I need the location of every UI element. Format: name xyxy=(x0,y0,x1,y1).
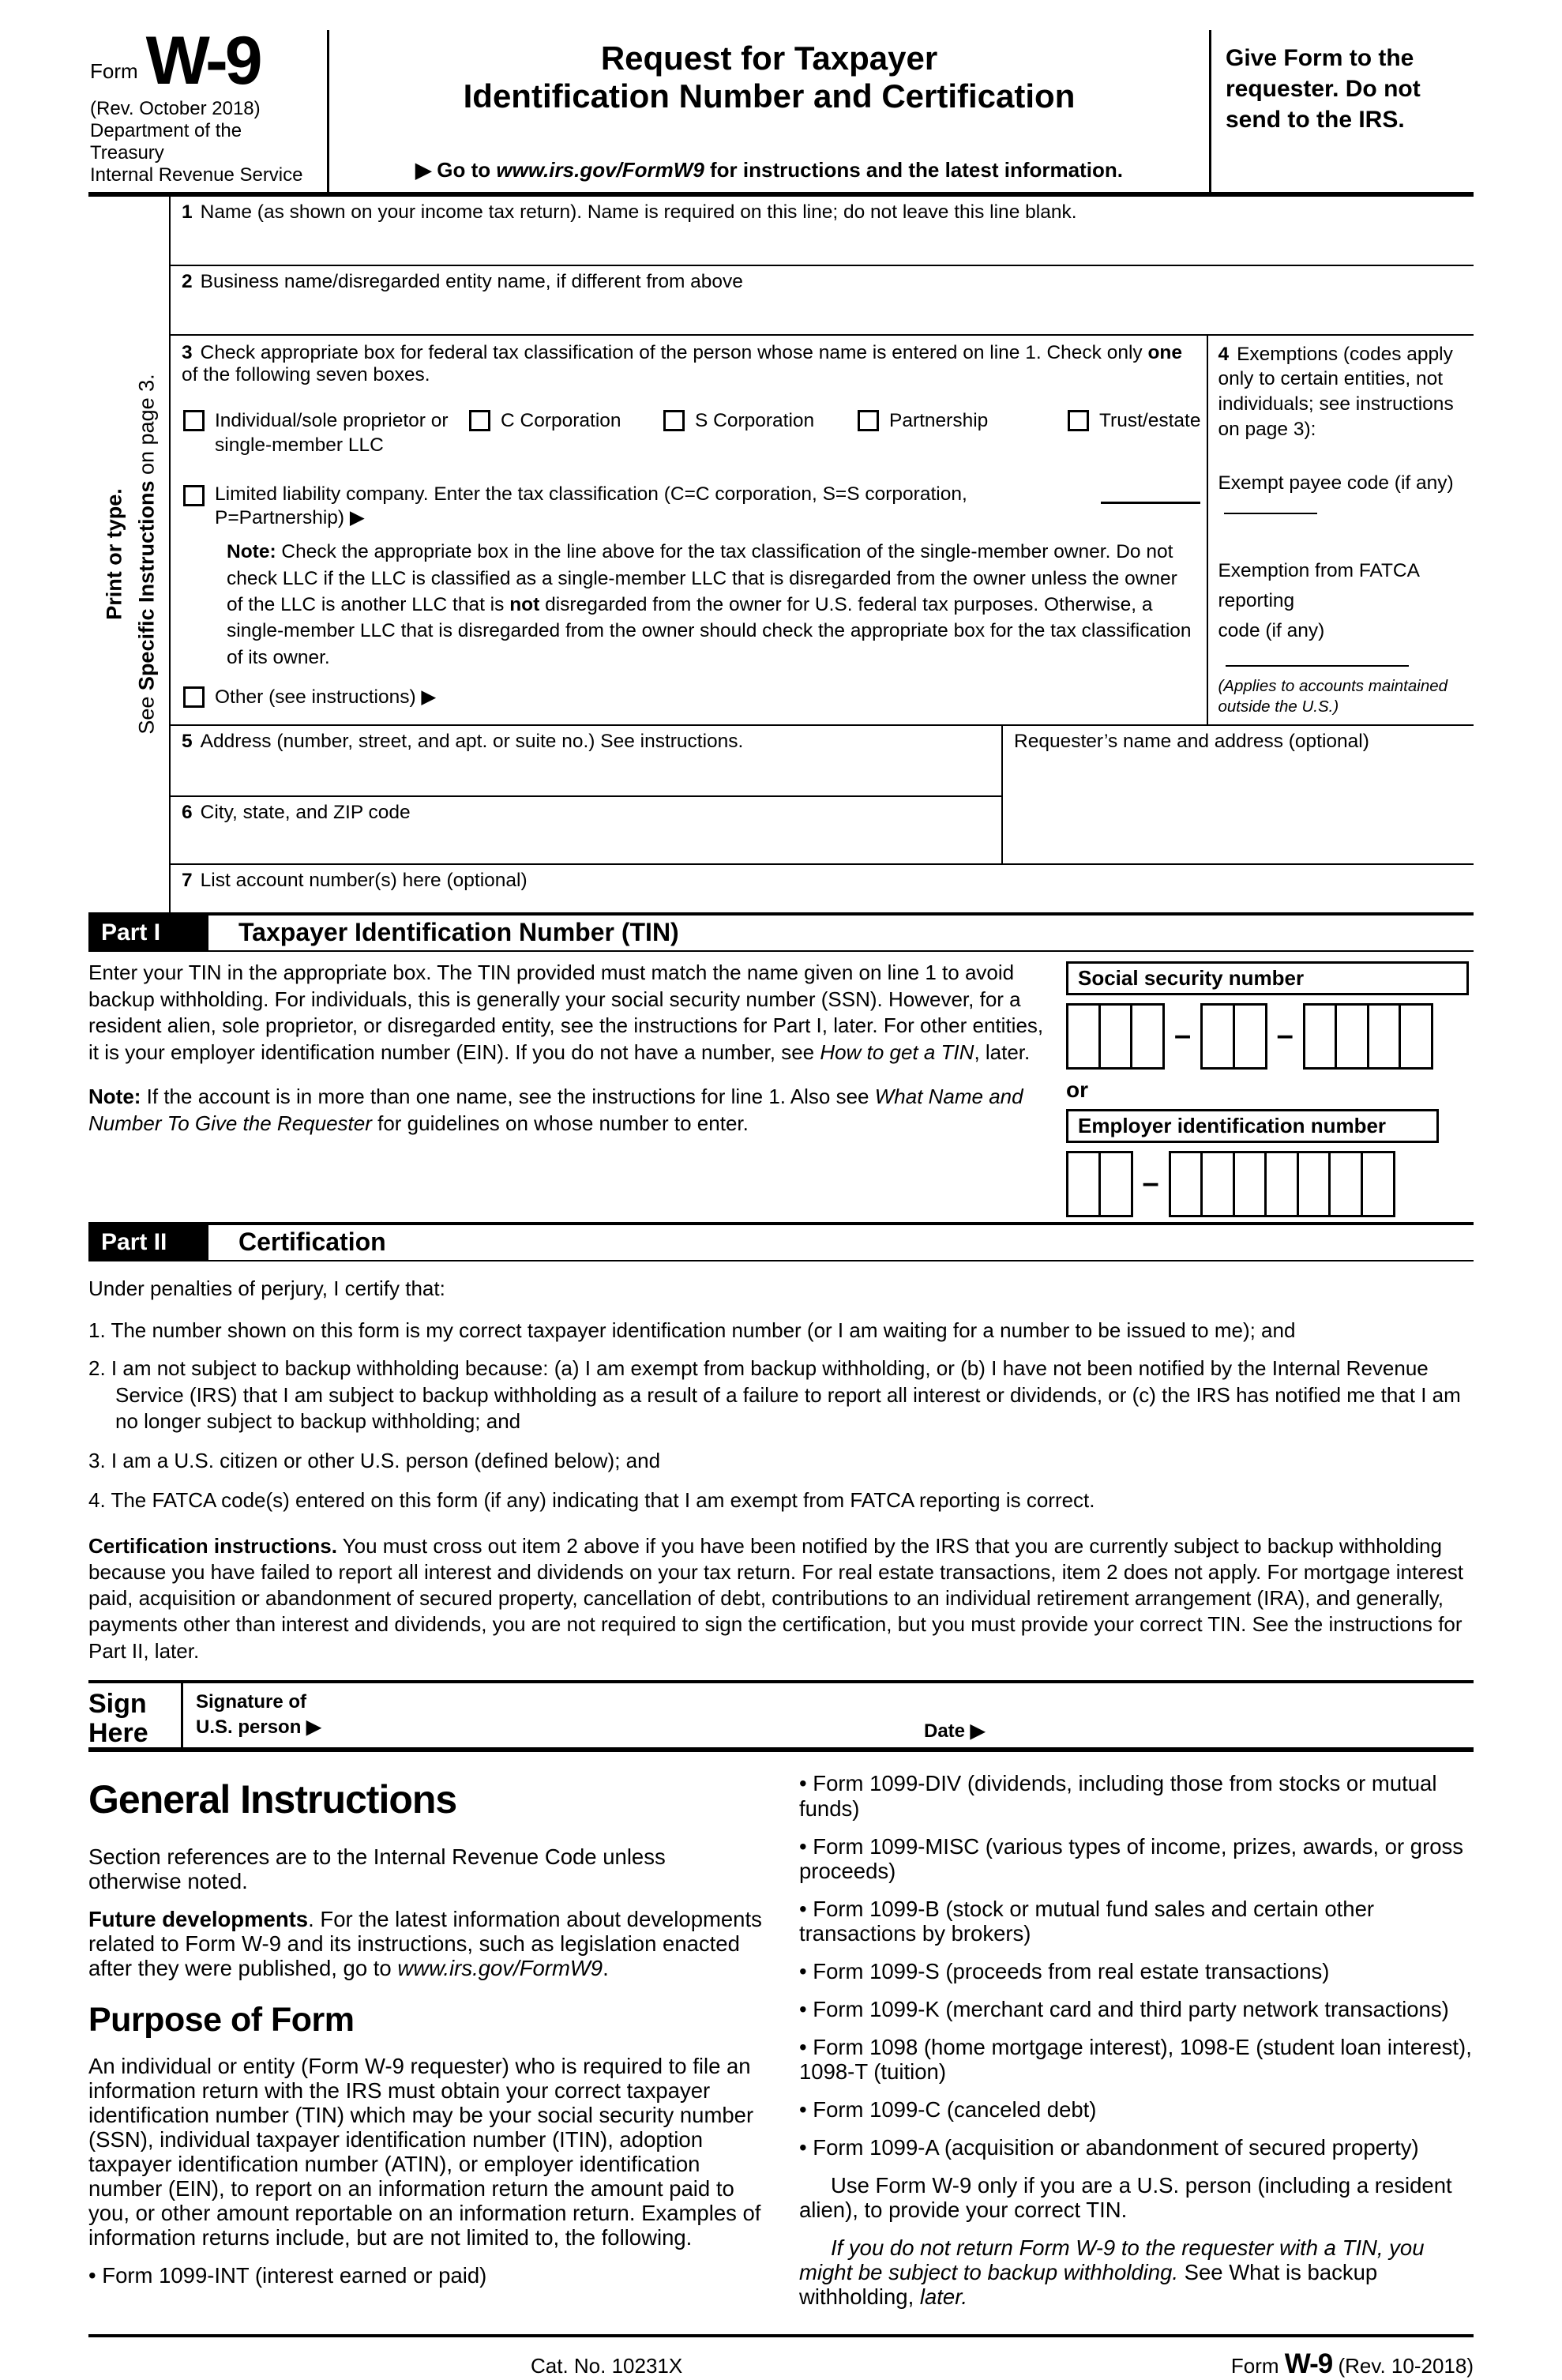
checkbox-item-s-corp[interactable] xyxy=(662,408,856,434)
ssn-box-9[interactable] xyxy=(1399,1003,1433,1070)
part1-instructions-text: Enter your TIN in the appropriate box. The TIN provided must match the name given on line 1 to avoid backup withholding. For individuals, this is generally your social security number (SSN). However, for a resident alien, sole proprietor, or disregarded entity, see the instructions for Part I, later. For other entities, it is your employer identification number (EIN). If you do not have a number, see How to get a TIN, later. xyxy=(88,960,1044,1065)
date-input-area[interactable] xyxy=(1000,1690,1474,1747)
form-number: W-9 xyxy=(145,23,260,99)
checkbox-other[interactable] xyxy=(183,686,205,708)
line7-label: List account number(s) here (optional) xyxy=(200,869,528,891)
dept-line1: Department of the Treasury xyxy=(90,119,242,164)
checkbox-c-corp-label: C Corporation xyxy=(501,409,621,431)
classification-and-exemptions-row xyxy=(171,336,1474,726)
checkbox-item-c-corp[interactable] xyxy=(467,408,662,434)
checkbox-individual-label: Individual/sole proprietor or single-member LLC xyxy=(215,409,449,457)
checkbox-s-corp[interactable] xyxy=(663,410,685,431)
checkbox-item-partnership[interactable] xyxy=(856,408,1066,434)
form-revision: (Rev. October 2018) xyxy=(90,97,261,119)
line1-label: Name (as shown on your income tax return). Name is required on this line; do not leave this line blank. xyxy=(200,201,1077,223)
ssn-box-7[interactable] xyxy=(1335,1003,1369,1070)
checkbox-item-other[interactable] xyxy=(182,685,1200,709)
ssn-box-1[interactable] xyxy=(1066,1003,1101,1070)
signature-label-line1: Signature of xyxy=(196,1691,307,1713)
bullet-1099-s: • Form 1099-S (proceeds from real estate transactions) xyxy=(799,1958,1330,1983)
line5-label: Address (number, street, and apt. or suite no.) See instructions. xyxy=(200,730,744,752)
form-id-block xyxy=(88,23,327,192)
general-instructions-section xyxy=(88,1771,1474,2322)
instructions-left-column xyxy=(88,1771,763,2322)
exempt-payee-code-input-line[interactable] xyxy=(1224,497,1317,514)
sign-word: Sign xyxy=(88,1689,147,1720)
requester-name-address-box[interactable] xyxy=(1001,726,1474,863)
sign-here-label xyxy=(88,1683,183,1747)
checkbox-item-individual[interactable] xyxy=(182,408,467,459)
line5-number: 5 xyxy=(182,730,193,752)
line6-label: City, state, and ZIP code xyxy=(200,801,411,823)
ssn-box-8[interactable] xyxy=(1367,1003,1402,1070)
line3-label: Check appropriate box for federal tax classification of the person whose name is entered on line 1. Check only one of the following seven boxes. xyxy=(182,341,1183,385)
part1-header xyxy=(88,912,1474,952)
field-city-state-zip-row[interactable] xyxy=(171,797,1001,863)
ein-box-6[interactable] xyxy=(1264,1151,1299,1217)
footer-form-number: W-9 xyxy=(1284,2348,1333,2379)
signature-label-line2: U.S. person ▶ xyxy=(196,1716,321,1739)
ein-box-9[interactable] xyxy=(1361,1151,1395,1217)
part1-note-text: Note: If the account is in more than one name, see the instructions for line 1. Also see What Name and Number To Give the Requester for guidelines on whose number to enter. xyxy=(88,1085,1023,1135)
future-developments-paragraph: Future developments. For the latest information about developments related to Form W-9 and its instructions, such as legislation enacted after they were published, go to www.irs.gov/FormW9. xyxy=(88,1907,762,1981)
ssn-dash-2: – xyxy=(1276,1019,1294,1053)
line7-number: 7 xyxy=(182,869,193,891)
line3-number: 3 xyxy=(182,341,193,363)
checkbox-llc-label: Limited liability company. Enter the tax classification (C=C corporation, S=S corporation, P=Partnership) ▶ xyxy=(215,483,967,529)
line1-number: 1 xyxy=(182,201,193,223)
date-label: Date ▶ xyxy=(924,1720,986,1743)
ssn-box-3[interactable] xyxy=(1130,1003,1165,1070)
ein-box-4[interactable] xyxy=(1200,1151,1235,1217)
form-fields xyxy=(102,197,1474,912)
part2-badge: Part II xyxy=(88,1225,208,1260)
footer-form-revision: (Rev. 10-2018) xyxy=(1338,2353,1474,2378)
ein-label-box: Employer identification number xyxy=(1066,1109,1439,1143)
dept-line2: Internal Revenue Service xyxy=(90,164,303,186)
checkbox-s-corp-label: S Corporation xyxy=(695,409,815,431)
field-exemptions xyxy=(1207,336,1474,724)
purpose-of-form-title: Purpose of Form xyxy=(88,2001,355,2040)
ein-box-7[interactable] xyxy=(1297,1151,1331,1217)
bullet-1099-k: • Form 1099-K (merchant card and third party network transactions) xyxy=(799,1996,1449,2021)
ein-box-5[interactable] xyxy=(1233,1151,1267,1217)
page-title-line2: Identification Number and Certification xyxy=(463,77,1076,115)
signature-label xyxy=(196,1690,385,1747)
checkbox-partnership[interactable] xyxy=(858,410,879,431)
llc-note: Note: Check the appropriate box in the line above for the tax classification of the single-member owner. Do not check LLC if the LLC is classified as a single-member LLC that is disregarded from the owner unless the owner of the LLC is another LLC that is not disregarded from the owner for U.S. federal tax purposes. Otherwise, a single-member LLC that is disregarded from the owner should check the appropriate box for the tax classification of its owner. xyxy=(227,541,1192,668)
checkbox-trust-estate[interactable] xyxy=(1068,410,1089,431)
or-label: or xyxy=(1066,1077,1088,1102)
ssn-box-6[interactable] xyxy=(1303,1003,1338,1070)
sidebar-line1: Print or type. xyxy=(102,488,126,620)
ein-box-8[interactable] xyxy=(1328,1151,1363,1217)
part1-body xyxy=(88,952,1474,1222)
fatca-label-line1: Exemption from FATCA reporting xyxy=(1218,559,1419,611)
checkbox-llc[interactable] xyxy=(183,485,205,506)
checkbox-other-label: Other (see instructions) ▶ xyxy=(215,686,437,708)
checkbox-trust-estate-label: Trust/estate xyxy=(1099,409,1201,431)
llc-classification-input-line[interactable] xyxy=(1101,483,1200,504)
sidebar-line2: See Specific Instructions on page 3. xyxy=(134,374,159,735)
bullet-1099-int: • Form 1099-INT (interest earned or paid) xyxy=(88,2263,487,2288)
ein-box-2[interactable] xyxy=(1098,1151,1133,1217)
backup-withholding-paragraph: If you do not return Form W-9 to the requester with a TIN, you might be subject to backup withholding. See What is backup withholding, later. xyxy=(799,2235,1425,2310)
checkbox-individual[interactable] xyxy=(183,410,205,431)
field-business-name-row[interactable] xyxy=(171,266,1474,336)
signature-input-area[interactable] xyxy=(385,1690,924,1747)
certification-item-1: 1. The number shown on this form is my correct taxpayer identification number (or I am waiting for a number to be issued to me); and xyxy=(88,1318,1296,1343)
exempt-payee-label: Exempt payee code (if any) xyxy=(1218,472,1454,494)
checkbox-item-llc[interactable] xyxy=(182,483,1200,529)
ssn-box-5[interactable] xyxy=(1233,1003,1267,1070)
purpose-of-form-paragraph: An individual or entity (Form W-9 requester) who is required to file an information return with the IRS must obtain your correct taxpayer identification number (TIN) which may be your social security number (SSN), individual taxpayer identification number (ITIN), adoption taxpayer identification number (ATIN), or employer identification number (EIN), to report on an information return the amount paid to you, or other amount reportable on an information return. Examples of information returns include, but are not limited to, the following. xyxy=(88,2053,761,2250)
ein-box-1[interactable] xyxy=(1066,1151,1101,1217)
certification-instructions: Certification instructions. You must cross out item 2 above if you have been notified by the IRS that you are currently subject to backup withholding because you have failed to report all interest and dividends on your tax return. For real estate transactions, item 2 does not apply. For mortgage interest paid, acquisition or abandonment of secured property, cancellation of debt, contributions to an individual retirement arrangement (IRA), and generally, payments other than interest and dividends, you are not required to sign the certification, but you must provide your correct TIN. See the instructions for Part II, later. xyxy=(88,1533,1464,1663)
ssn-label-box: Social security number xyxy=(1066,961,1469,995)
ein-boxes-row xyxy=(1066,1151,1474,1217)
page-title-line1: Request for Taxpayer xyxy=(600,39,938,77)
section-references-paragraph: Section references are to the Internal Revenue Code unless otherwise noted. xyxy=(88,1844,666,1894)
tin-entry-column xyxy=(1066,960,1474,1217)
ssn-dash-1: – xyxy=(1174,1019,1192,1053)
footer-form-id xyxy=(1231,2348,1474,2380)
fatca-label-line2: code (if any) xyxy=(1218,619,1325,641)
use-form-w9-paragraph: Use Form W-9 only if you are a U.S. person (including a resident alien), to provide your correct TIN. xyxy=(799,2173,1452,2223)
field-name-row[interactable] xyxy=(171,197,1474,266)
part1-title: Taxpayer Identification Number (TIN) xyxy=(238,918,679,947)
field-tax-classification xyxy=(171,336,1207,724)
bullet-1099-misc: • Form 1099-MISC (various types of income, prizes, awards, or gross proceeds) xyxy=(799,1833,1464,1883)
fatca-code-input-line[interactable] xyxy=(1226,649,1409,667)
form-word: Form xyxy=(90,58,138,83)
bullet-1099-c: • Form 1099-C (canceled debt) xyxy=(799,2097,1097,2122)
part2-header xyxy=(88,1222,1474,1261)
ein-dash: – xyxy=(1142,1167,1159,1201)
part1-badge: Part I xyxy=(88,916,208,950)
field-account-numbers-row[interactable] xyxy=(171,865,1474,912)
goto-instructions-link[interactable]: ▶ Go to www.irs.gov/FormW9 for instructions and the latest information. xyxy=(415,157,1123,182)
general-instructions-title: General Instructions xyxy=(88,1777,457,1822)
certification-item-4: 4. The FATCA code(s) entered on this form (if any) indicating that I am exempt from FATCA reporting is correct. xyxy=(88,1488,1095,1513)
applies-outside-us-note: (Applies to accounts maintained outside the U.S.) xyxy=(1218,676,1448,716)
bullet-1099-div: • Form 1099-DIV (dividends, including those from stocks or mutual funds) xyxy=(799,1771,1437,1821)
field-address-row[interactable] xyxy=(171,726,1001,797)
part2-body xyxy=(88,1261,1474,1664)
bullet-1098: • Form 1098 (home mortgage interest), 1098-E (student loan interest), 1098-T (tuition) xyxy=(799,2034,1472,2085)
line2-number: 2 xyxy=(182,270,193,292)
give-form-note: Give Form to the requester. Do not send to the IRS. xyxy=(1226,45,1421,133)
part2-title: Certification xyxy=(238,1228,386,1257)
certification-item-2: 2. I am not subject to backup withholding because: (a) I am exempt from backup withholding, or (b) I have not been notified by the Internal Revenue Service (IRS) that I am subject to backup withholding as a result of a failure to report all interest or dividends, or (c) the IRS has notified me that I am no longer subject to backup withholding; and xyxy=(88,1356,1461,1433)
line4-number: 4 xyxy=(1218,343,1230,365)
catalog-number: Cat. No. 10231X xyxy=(531,2353,683,2378)
print-or-type-sidebar xyxy=(90,197,171,912)
form-header xyxy=(88,23,1474,197)
sign-here-section xyxy=(88,1680,1474,1752)
ssn-box-2[interactable] xyxy=(1098,1003,1133,1070)
bullet-1099-b: • Form 1099-B (stock or mutual fund sales and certain other transactions by brokers) xyxy=(799,1896,1375,1946)
ssn-box-4[interactable] xyxy=(1200,1003,1235,1070)
ein-box-3[interactable] xyxy=(1169,1151,1203,1217)
line6-number: 6 xyxy=(182,801,193,823)
checkbox-partnership-label: Partnership xyxy=(889,409,989,431)
checkbox-c-corp[interactable] xyxy=(469,410,490,431)
form-title-block xyxy=(327,30,1211,192)
bullet-1099-a: • Form 1099-A (acquisition or abandonment of secured property) xyxy=(799,2135,1419,2160)
certification-item-3: 3. I am a U.S. citizen or other U.S. person (defined below); and xyxy=(88,1449,661,1473)
instructions-right-column xyxy=(799,1771,1474,2322)
checkbox-item-trust-estate[interactable] xyxy=(1066,408,1200,434)
footer-form-word: Form xyxy=(1230,2353,1279,2378)
address-and-requester-row xyxy=(171,726,1474,865)
here-word: Here xyxy=(88,1717,148,1748)
requester-label: Requester’s name and address (optional) xyxy=(1014,730,1369,752)
line2-label: Business name/disregarded entity name, if different from above xyxy=(200,270,743,292)
ssn-boxes-row xyxy=(1066,1003,1474,1070)
line4-label: Exemptions (codes apply only to certain entities, not individuals; see instructions on page 3): xyxy=(1218,343,1454,441)
certification-intro: Under penalties of perjury, I certify that: xyxy=(88,1276,445,1300)
page-footer xyxy=(88,2334,1474,2380)
